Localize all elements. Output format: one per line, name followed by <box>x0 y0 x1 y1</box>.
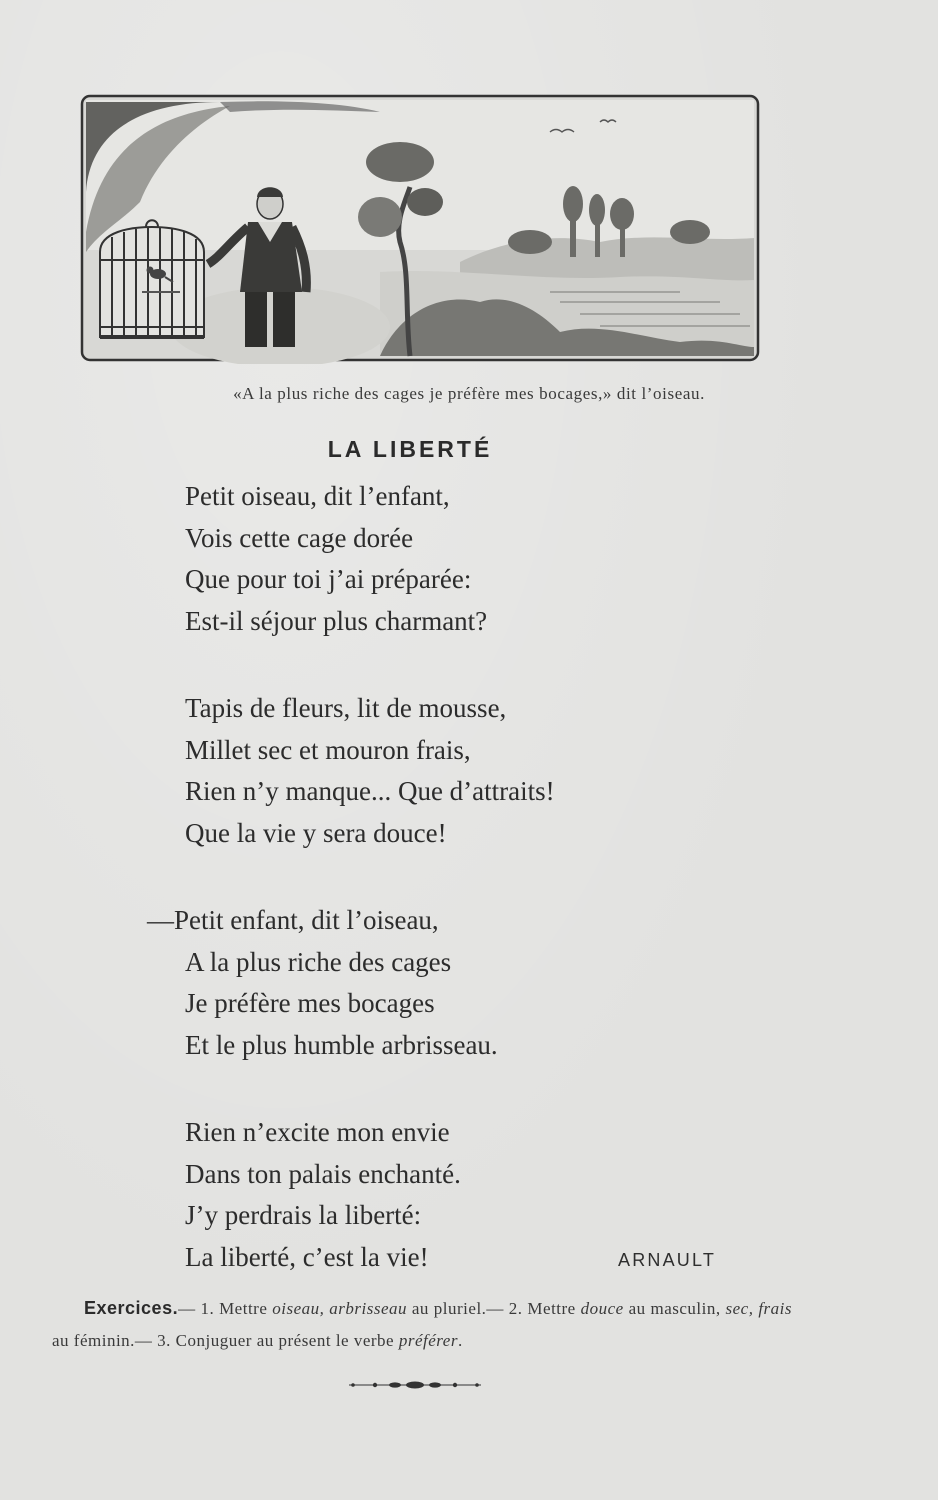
illustration-boy-with-birdcage <box>80 92 760 364</box>
verse: Vois cette cage dorée <box>185 522 414 553</box>
exercise-italic: oiseau, arbrisseau <box>272 1299 408 1318</box>
exercise-italic: sec, frais <box>725 1299 793 1318</box>
stanza-2 <box>185 688 745 854</box>
verse: Je préfère mes bocages <box>185 988 435 1018</box>
engraving <box>80 92 760 364</box>
verse: —Petit enfant, dit l’oiseau, <box>147 905 439 935</box>
poem <box>147 476 745 1324</box>
stanza-1 <box>185 476 745 642</box>
exercise-part: au féminin.— 3. Conjuguer au présent le verbe <box>52 1331 399 1350</box>
poem-title: LA LIBERTÉ <box>327 436 493 462</box>
verse: La liberté, c’est la vie! <box>185 1241 429 1272</box>
verse: Et le plus humble arbrisseau. <box>185 1029 498 1060</box>
exercise-part: au masculin, <box>623 1299 726 1318</box>
verse: Dans ton palais enchanté. <box>185 1158 461 1189</box>
stanza-3 <box>147 900 745 1066</box>
verse: Petit oiseau, dit l’enfant, <box>185 481 450 511</box>
verse: J’y perdrais la liberté: <box>185 1200 422 1230</box>
poem-author: ARNAULT <box>618 1250 717 1270</box>
exercise-italic: douce <box>580 1299 624 1318</box>
verse: A la plus riche des cages <box>185 946 452 977</box>
verse: Millet sec et mouron frais, <box>185 734 471 765</box>
exercise-part: — 1. Mettre <box>178 1299 273 1318</box>
verse: Rien n’y manque... Que d’attraits! <box>185 776 555 806</box>
exercises-label: Exercices. <box>84 1298 179 1318</box>
ornament-divider <box>345 1378 485 1392</box>
birdcage-icon <box>100 220 204 337</box>
exercise-italic: préférer <box>398 1331 458 1350</box>
illustration-caption: «A la plus riche des cages je préfère mes bocages,» dit l’oiseau. <box>233 384 705 403</box>
verse: Que pour toi j’ai préparée: <box>185 564 472 594</box>
exercises <box>52 1292 792 1357</box>
verse: Rien n’excite mon envie <box>185 1117 450 1147</box>
verse: Est-il séjour plus charmant? <box>185 605 488 636</box>
exercise-part: au pluriel.— 2. Mettre <box>407 1299 581 1318</box>
verse: Que la vie y sera douce! <box>185 817 447 848</box>
exercise-part: . <box>457 1331 463 1350</box>
verse: Tapis de fleurs, lit de mousse, <box>185 693 507 723</box>
